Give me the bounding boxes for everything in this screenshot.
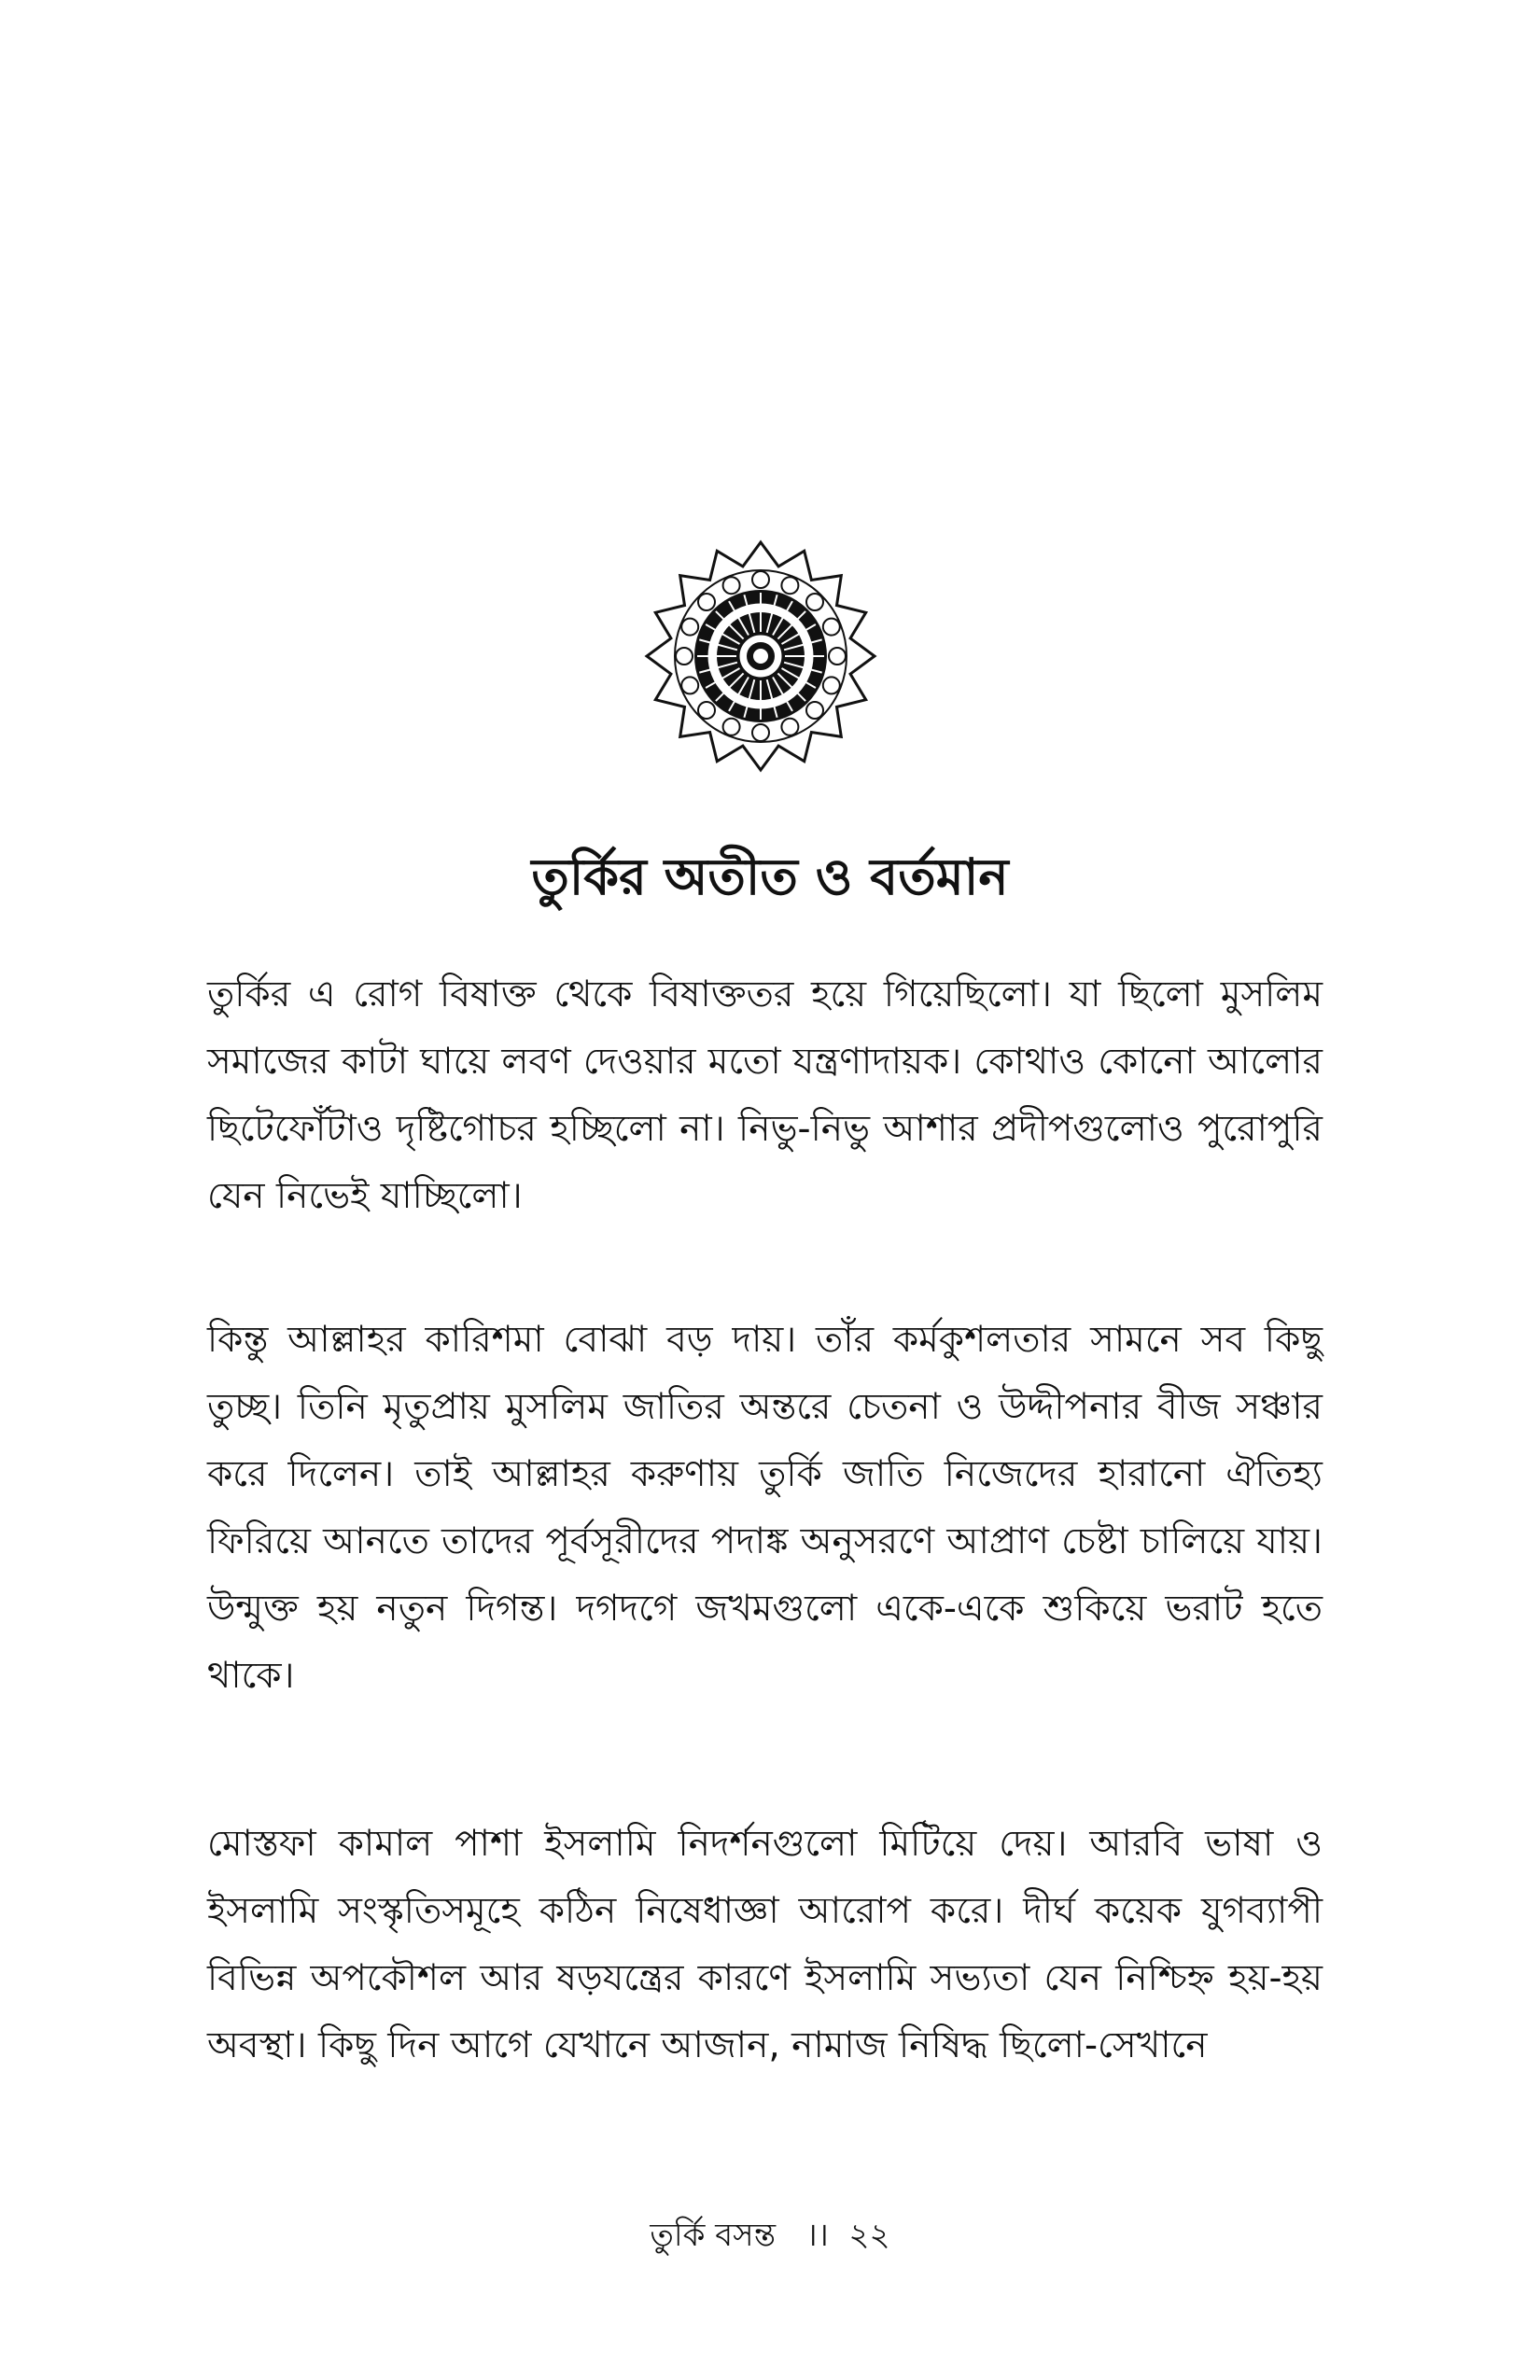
rosette-ornament-icon [644,539,877,773]
body-paragraph: তুর্কির এ রোগ বিষাক্ত থেকে বিষাক্ততর হয়ে গিয়েছিলো। যা ছিলো মুসলিম সমাজের কাটা ঘায়ে লবণ দেওয়ার মতো যন্ত্রণাদায়ক। কোথাও কোনো আলোর ছিটেফোঁটাও দৃষ্টিগোচর হচ্ছিলো না। নিভু-নিভু আশার প্রদীপগুলোও পুরোপুরি যেন নিভেই যাচ্ছিলো। [207,973,1323,1217]
footer-separator: ।। [805,2217,829,2254]
body-paragraph: কিন্তু আল্লাহর কারিশমা বোঝা বড় দায়। তাঁর কর্মকুশলতার সামনে সব কিছু তুচ্ছ। তিনি মৃতুপ্রায় মুসলিম জাতির অন্তরে চেতনা ও উদ্দীপনার বীজ সঞ্চার করে দিলেন। তাই আল্লাহর করুণায় তুর্কি জাতি নিজেদের হারানো ঐতিহ্য ফিরিয়ে আনতে তাদের পূর্বসূরীদের পদাঙ্ক অনুসরণে আপ্রাণ চেষ্টা চালিয়ে যায়। উন্মুক্ত হয় নতুন দিগন্ত। দগদগে জখমগুলো একে-একে শুকিয়ে ভরাট হতে থাকে। [207,1319,1323,1697]
page-footer [0,2212,1540,2259]
body-paragraph: মোস্তফা কামাল পাশা ইসলামি নিদর্শনগুলো মিটিয়ে দেয়। আরবি ভাষা ও ইসলামি সংস্কৃতিসমূহে কঠিন নিষেধাজ্ঞা আরোপ করে। দীর্ঘ কয়েক যুগব্যাপী বিভিন্ন অপকৌশল আর ষড়যন্ত্রের কারণে ইসলামি সভ্যতা যেন নিশ্চিহ্ন হয়-হয় অবস্থা। কিছু দিন আগে যেখানে আজান, নামাজ নিষিদ্ধ ছিলো-সেখানে [207,1823,1323,2066]
page-number: ২২ [848,2217,890,2254]
chapter-title: তুর্কির অতীত ও বর্তমান [531,847,1009,906]
running-book-title: তুর্কি বসন্ত [650,2217,777,2254]
